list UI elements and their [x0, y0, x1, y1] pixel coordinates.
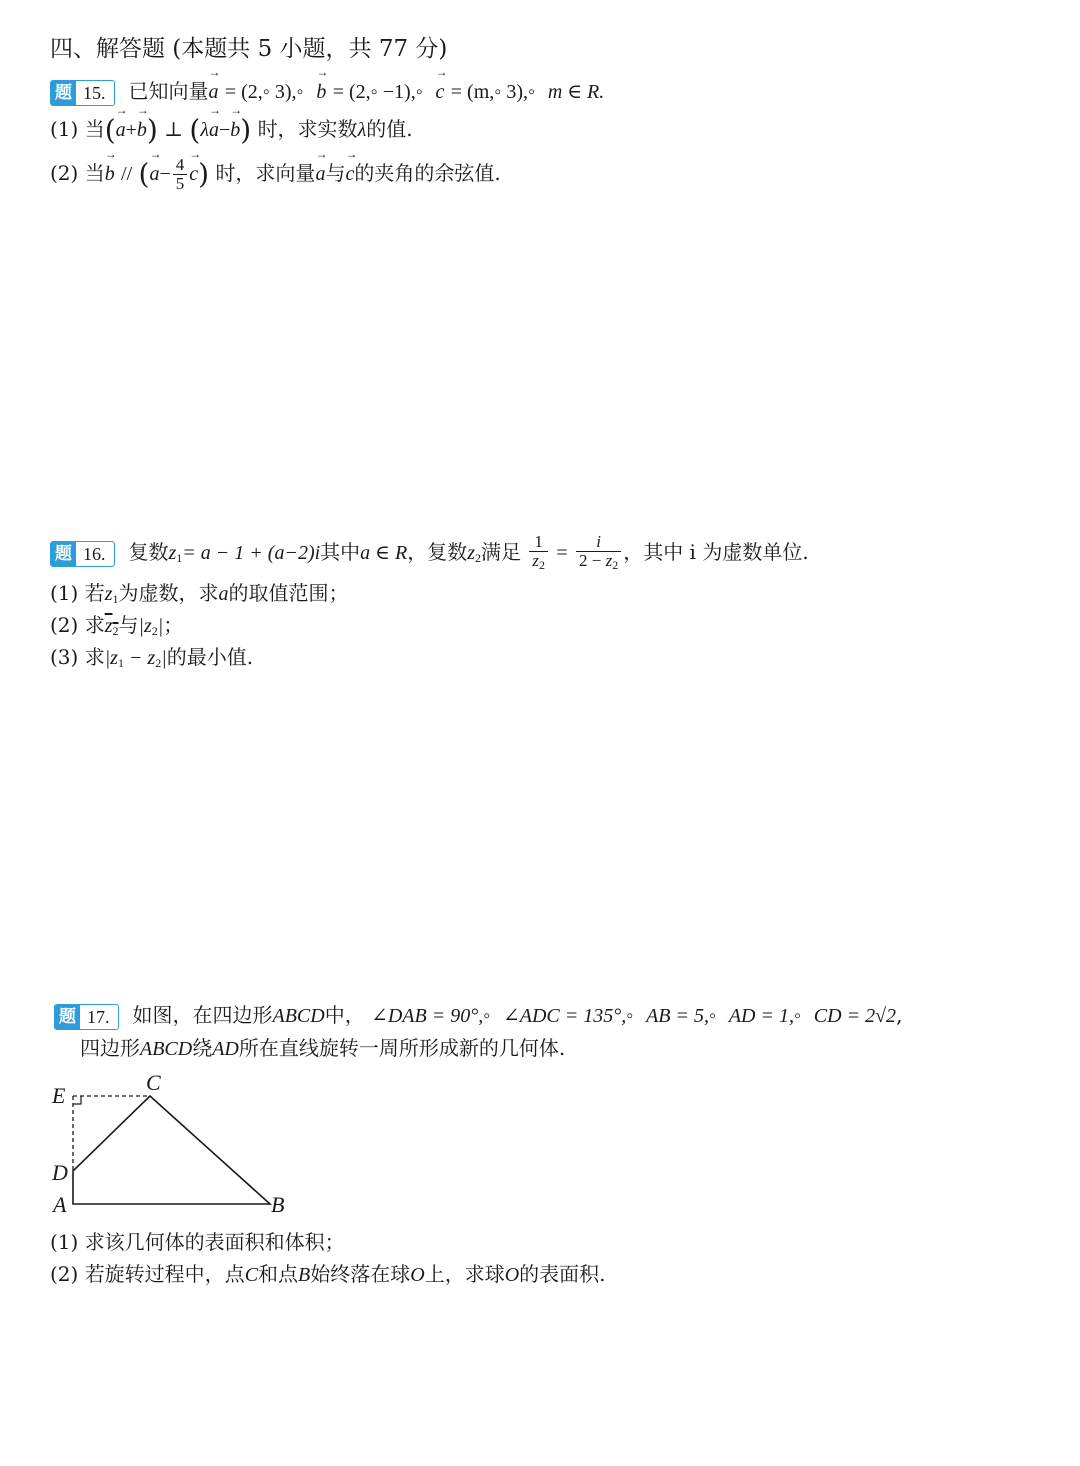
q17-p2-label: (2) 若旋转过程中，点 — [50, 1262, 245, 1286]
q15-p1-label: (1) 当 — [50, 117, 105, 141]
q17-stem-line2 — [80, 1035, 565, 1062]
z2-symbol: $z_2$ — [467, 542, 481, 565]
label-E: E — [52, 1083, 66, 1108]
vector-c: → c — [189, 161, 198, 187]
z1-minus-z2-modulus: $|z_1 - z_2|$ — [104, 647, 167, 670]
q17-p2-mid2: 上，求球 — [424, 1262, 505, 1286]
condition-ad: AD = 1,◦ — [728, 1005, 802, 1027]
q16-part3 — [50, 644, 253, 676]
q16-p3-label: (3) 求 — [50, 645, 105, 669]
axis-ad: AD — [212, 1038, 239, 1060]
condition-angle-dab: ∠DAB = 90°,◦ — [371, 1005, 491, 1027]
lambda-symbol: λ — [357, 119, 367, 141]
q16-p2-label: (2) 求 — [50, 613, 105, 637]
q15-part1: (1) 当(→ a+→ b) ⊥ (λ→ a−→ b) 时，求实数λ的值. — [50, 116, 413, 144]
tag-icon: 题 — [51, 81, 76, 105]
fraction-4-5: $\frac{4}{5}$ — [173, 156, 188, 193]
q16-p1-label: (1) 若 — [50, 581, 105, 605]
q17-part1: (1) 求该几何体的表面积和体积； — [50, 1230, 345, 1254]
vector-b-value: = (2,◦ −1),◦ — [332, 81, 423, 103]
vector-c: → c — [345, 161, 354, 187]
label-D: D — [52, 1160, 68, 1185]
q15-p1-end: 的值. — [366, 117, 413, 141]
tag-icon: 题 — [51, 542, 76, 566]
z1-definition: = a − 1 + (a−2)i — [182, 542, 321, 564]
q15-p1-text: 时，求实数 — [257, 117, 358, 141]
q16-number: 16. — [83, 543, 106, 564]
quad-name: ABCD — [140, 1038, 193, 1060]
z1-symbol: $z_1$ — [168, 542, 183, 565]
q16-p1-end: 的取值范围； — [228, 581, 349, 605]
condition-angle-adc: ∠ADC = 135°,◦ — [503, 1005, 634, 1027]
right-angle-mark — [73, 1096, 81, 1104]
q17-line2-mid: 绕 — [192, 1036, 213, 1060]
point-b: B — [298, 1264, 311, 1286]
section-title: 四、解答题 (本题共 5 小题，共 77 分) — [50, 36, 448, 62]
q17-part2 — [50, 1261, 606, 1288]
q16-stem-sat: 满足 — [481, 540, 521, 564]
q16-p1-text: 为虚数，求 — [118, 581, 219, 605]
q15-stem — [50, 78, 604, 106]
a-symbol: a — [218, 583, 229, 605]
vector-b: → b — [137, 117, 147, 143]
q15-p2-end: 的夹角的余弦值. — [354, 161, 501, 185]
q17-cond-end: , — [896, 1003, 903, 1027]
q17-stem — [54, 1002, 902, 1030]
vector-c: → c — [436, 79, 445, 105]
q16-stem-end: ，其中 i 为虚数单位. — [623, 540, 809, 564]
q16-tag — [50, 541, 115, 567]
point-c: C — [244, 1264, 259, 1286]
q16-stem-mid2: ，复数 — [407, 540, 468, 564]
q17-p2-mid: 始终落在球 — [310, 1262, 411, 1286]
q15-p2-mid: 与 — [325, 161, 346, 185]
q16-stem-mid: 其中 — [320, 540, 361, 564]
a-condition: a ∈ R — [360, 542, 408, 564]
q15-p2-label: (2) 当 — [50, 161, 105, 185]
quadrilateral-abcd — [73, 1096, 270, 1204]
q15-part2: (2) 当→ b // (→ a− $\frac{4}{5}$ → c) 时，求向量→ a与→ c的夹角的余弦值. — [50, 156, 501, 193]
z2-modulus: $|z_2|$ — [138, 615, 164, 638]
q15-tag — [50, 80, 115, 106]
condition-ab: AB = 5,◦ — [646, 1005, 717, 1027]
q15-p2-text: 时，求向量 — [215, 161, 316, 185]
q16-stem: 题 16. 复数$z_1= a - 1 + (a-2)i$其中a ∈ R，复数$z_2$满足 $\frac{1}{z_2}$ = $\frac{i}{2 - z_2}$ ，其中 i 为虚数单位. — [50, 533, 809, 574]
q17-line2-prefix: 四边形 — [80, 1036, 140, 1060]
vector-a: → a — [315, 161, 325, 187]
vector-c-value: = (m,◦ 3),◦ — [450, 81, 536, 103]
q17-number: 17. — [87, 1006, 110, 1027]
vector-b: → b — [105, 161, 115, 187]
vector-b: → b — [316, 79, 326, 105]
sphere-o: O — [504, 1264, 520, 1286]
vector-a: → a — [116, 117, 126, 143]
vector-a-value: = (2,◦ 3),◦ — [224, 81, 304, 103]
q15-number: 15. — [83, 82, 106, 103]
q16-part2 — [50, 612, 183, 644]
fraction-1-over-z2: $\frac{1}{z_2}$ — [529, 533, 548, 574]
q17-p2-end: 的表面积. — [519, 1262, 606, 1286]
q17-stem-prefix: 如图，在四边形 — [132, 1003, 273, 1027]
q16-stem-prefix: 复数 — [128, 540, 169, 564]
condition-cd: CD = 2√2 — [813, 1005, 897, 1027]
z2-conjugate: $z_2$ — [104, 615, 119, 638]
vector-a: → a — [209, 117, 219, 143]
vector-a: → a — [209, 79, 219, 105]
q17-stem-mid: 中， — [324, 1003, 365, 1027]
q17-tag — [54, 1004, 119, 1030]
q16-p3-end: 的最小值. — [166, 645, 254, 669]
q16-p2-mid: 与 — [118, 613, 139, 637]
fraction-i-over-2-minus-z2: $\frac{i}{2 - z_2}$ — [576, 533, 621, 574]
q17-p2-and: 和点 — [258, 1262, 299, 1286]
q16-part1 — [50, 580, 348, 612]
label-C: C — [146, 1070, 161, 1095]
label-A: A — [53, 1192, 67, 1217]
m-condition: m ∈ R. — [547, 81, 605, 103]
sphere-o: O — [410, 1264, 425, 1286]
quad-name: ABCD — [272, 1005, 325, 1027]
z1-symbol: $z_1$ — [104, 583, 119, 606]
q17-line2-end: 所在直线旋转一周所形成新的几何体. — [238, 1036, 566, 1060]
tag-icon: 题 — [55, 1005, 80, 1029]
q15-stem-prefix: 已知向量 — [128, 79, 209, 103]
vector-b: → b — [230, 117, 240, 143]
quadrilateral-figure — [40, 1068, 320, 1218]
label-B: B — [271, 1192, 285, 1217]
vector-a: → a — [149, 161, 159, 187]
q16-p2-end: ； — [163, 613, 184, 637]
lambda-symbol: λ — [200, 119, 209, 141]
